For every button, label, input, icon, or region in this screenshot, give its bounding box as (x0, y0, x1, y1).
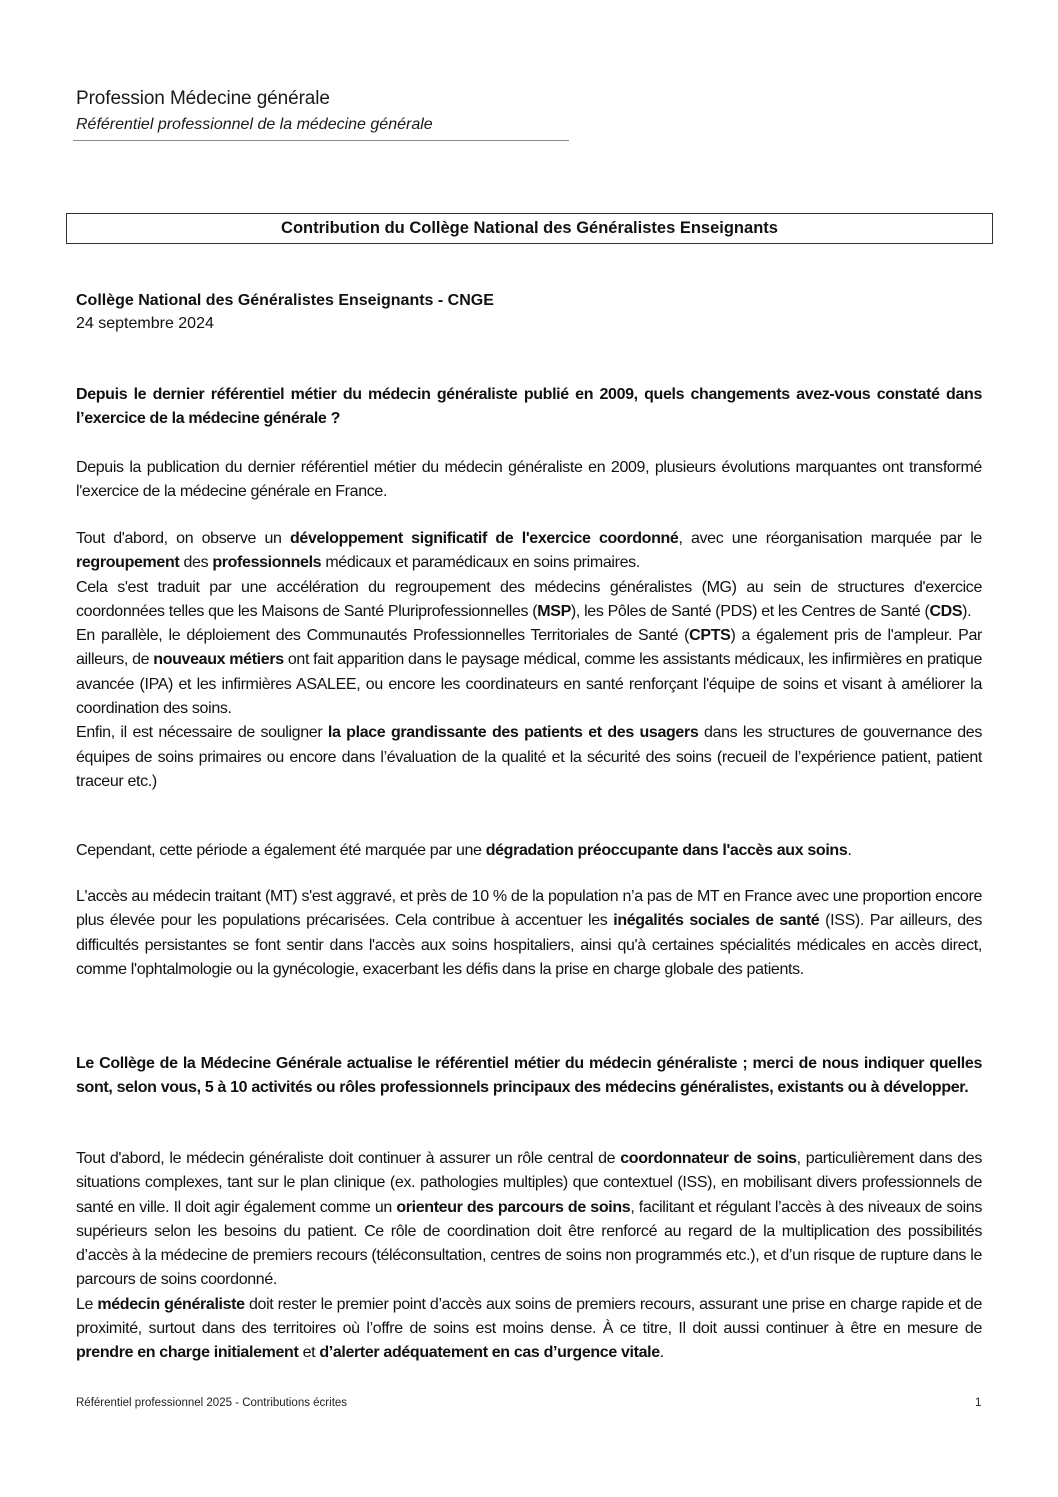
question-2: Le Collège de la Médecine Générale actualise le référentiel métier du médecin généraliste ; merci de nous indiquer quelles sont, selon vous, 5 à 10 activités ou rôles professionnels principaux des médecins généralistes, existants ou à développer. (76, 1055, 982, 1097)
paragraph-access: L'accès au médecin traitant (MT) s'est aggravé, et près de 10 % de la population n’a pas de MT en France avec une proportion encore plus élevée pour les populations précarisées. Cela contribue à accentuer les inégalités sociales de santé (ISS). Par ailleurs, des difficultés persistantes se font sentir dans l'accès aux soins hospitaliers, ainsi qu'à certaines spécialités médicales en accès direct, comme l'ophtalmologie ou la gynécologie, exacerbant les défis dans la prise en charge globale des patients. (76, 888, 982, 978)
header-title: Profession Médecine générale (76, 88, 330, 109)
contribution-title-box (66, 213, 993, 244)
contribution-title: Contribution du Collège National des Généralistes Enseignants (281, 219, 778, 237)
author-organization: Collège National des Généralistes Enseignants - CNGE (76, 292, 494, 309)
paragraph-degradation: Cependant, cette période a également été marquée par une dégradation préoccupante dans l'accès aux soins. (76, 842, 852, 859)
header-subtitle: Référentiel professionnel de la médecine générale (76, 116, 433, 133)
author-date: 24 septembre 2024 (76, 315, 214, 332)
page-number: 1 (975, 1397, 982, 1409)
paragraph-structures: Cela s'est traduit par une accélération du regroupement des médecins généralistes (MG) au sein de structures d'exercice coordonnées telles que les Maisons de Santé Pluriprofessionnelles (MSP), les Pôles de Santé (PDS) et les Centres de Santé (CDS). (76, 578, 982, 620)
header-divider (73, 140, 569, 141)
paragraph-coordinated-practice: Tout d'abord, on observe un développement significatif de l'exercice coordonné, avec une réorganisation marquée par le regroupement des professionnels médicaux et paramédicaux en soins primaires. (76, 530, 982, 572)
paragraph-cpts: En parallèle, le déploiement des Communautés Professionnelles Territoriales de Santé (CPTS) a également pris de l'ampleur. Par ailleurs, de nouveaux métiers ont fait apparition dans le paysage médical, comme les assistants médicaux, les infirmières en pratique avancée (IPA) et les infirmières ASALEE, ou encore les coordinateurs en santé renforçant l'équipe de soins et visant à améliorer la coordination des soins. (76, 627, 982, 718)
section2-paragraphs (76, 1147, 982, 1366)
paragraph-patients: Enfin, il est nécessaire de souligner la place grandissante des patients et des usagers dans les structures de gouvernance des équipes de soins primaires ou encore dans l’évaluation de la qualité et la sécurité des soins (recueil de l’expérience patient, patient traceur etc.) (76, 724, 983, 790)
paragraph-coordinator: Tout d'abord, le médecin généraliste doit continuer à assurer un rôle central de coordonnateur de soins, particulièrement dans des situations complexes, tant sur le plan clinique (ex. pathologies multiples) que contextuel (ISS), en mobilisant divers professionnels de santé en ville. Il doit agir également comme un orienteur des parcours de soins, facilitant et régulant l’accès à des niveaux de soins supérieurs selon les besoins du patient. Ce rôle de coordination doit être renforcé au regard de la multiplication des possibilités d’accès à la médecine de premiers recours (téléconsultation, centres de soins non programmés etc.), et d’un risque de rupture dans le parcours de soins coordonné. (76, 1150, 982, 1289)
question-1: Depuis le dernier référentiel métier du médecin généraliste publié en 2009, quels changements avez-vous constaté dans l’exercice de la médecine générale ? (76, 386, 982, 428)
footer-text: Référentiel professionnel 2025 - Contributions écrites (76, 1397, 348, 1409)
section1-paragraphs (76, 527, 982, 794)
section1-paragraph-1: Depuis la publication du dernier référentiel métier du médecin généraliste en 2009, plusieurs évolutions marquantes ont transformé l'exercice de la médecine générale en France. (76, 459, 982, 501)
paragraph-first-access: Le médecin généraliste doit rester le premier point d’accès aux soins de premiers recours, assurant une prise en charge rapide et de proximité, surtout dans des territoires où l’offre de soins est moins dense. À ce titre, Il doit aussi continuer à être en mesure de prendre en charge initialement et d’alerter adéquatement en cas d’urgence vitale. (76, 1295, 982, 1362)
